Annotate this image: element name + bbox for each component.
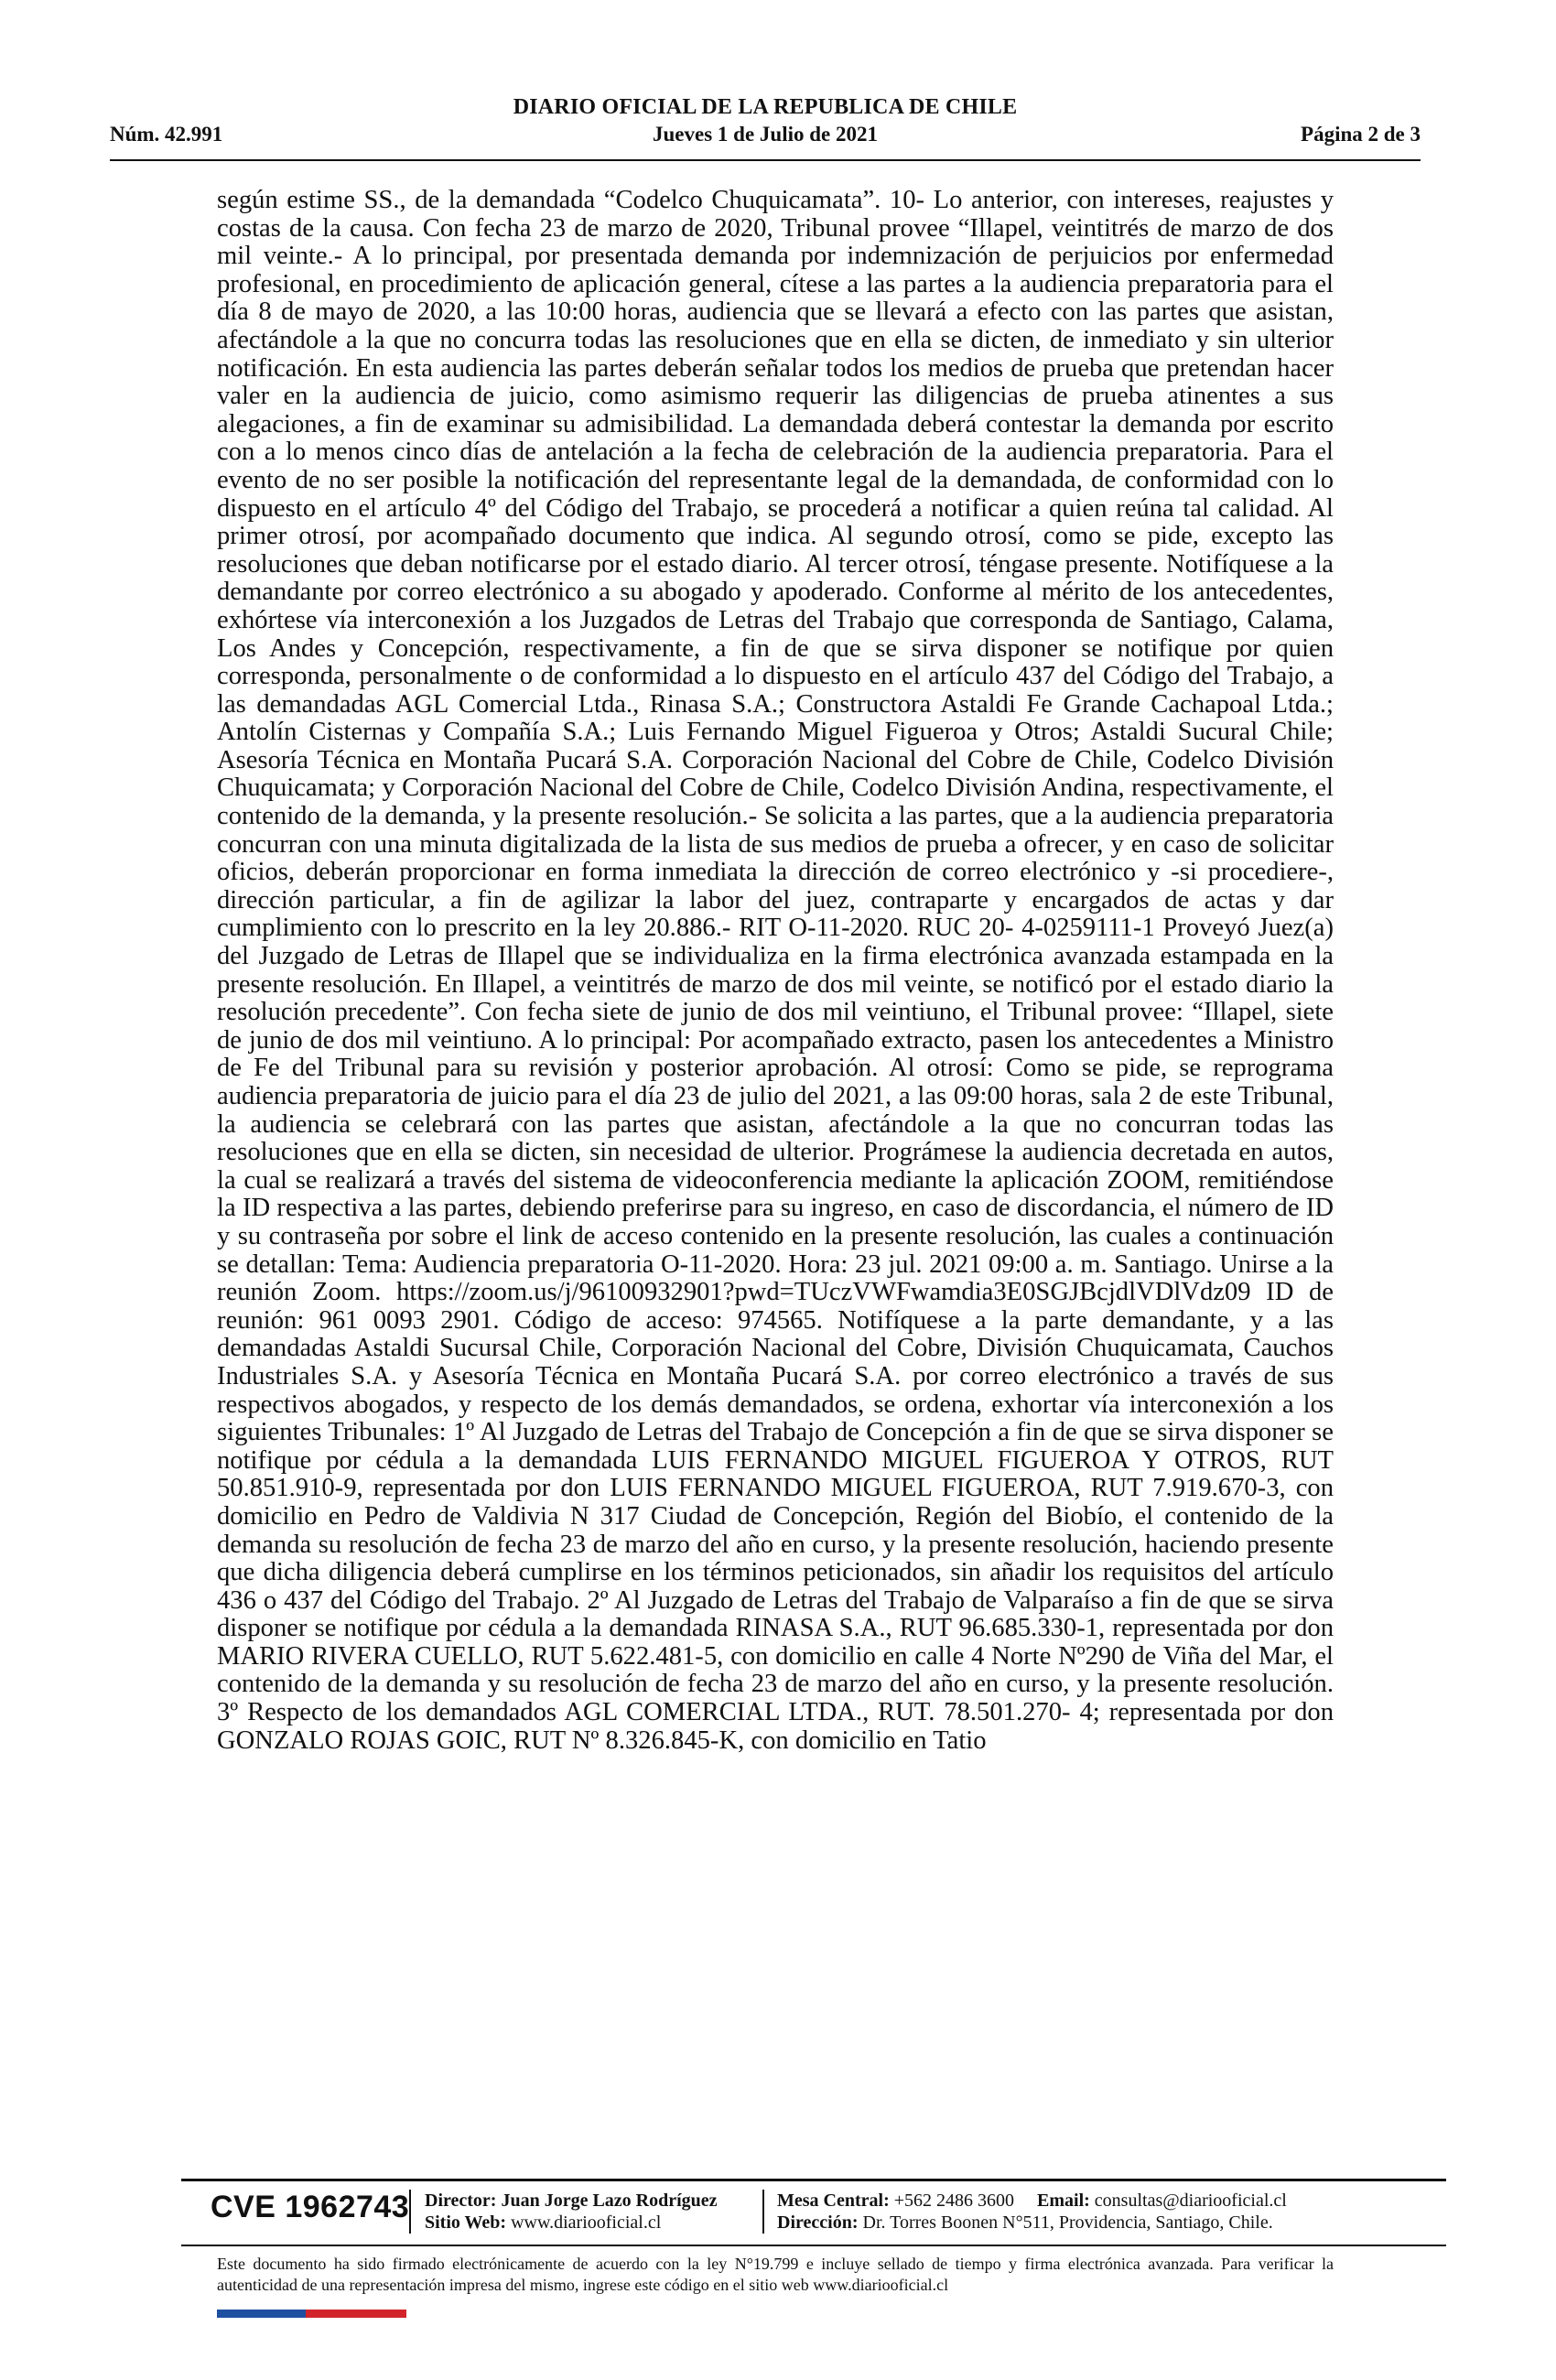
- footer-contact-block: [777, 2190, 1287, 2234]
- footer-separator: [762, 2190, 764, 2234]
- address-value: Dr. Torres Boonen N°511, Providencia, Santiago, Chile.: [862, 2212, 1273, 2233]
- issue-date: Jueves 1 de Julio de 2021: [653, 123, 878, 146]
- signature-disclaimer: Este documento ha sido firmado electrónicamente de acuerdo con la ley N°19.799 e incluye sellado de tiempo y firma electrónica avanzada. Para verificar la autenticidad de una representación impresa del mismo, ingrese este código en el sitio web www.diariooficial.cl: [217, 2255, 1334, 2294]
- publication-title: DIARIO OFICIAL DE LA REPUBLICA DE CHILE: [513, 95, 1018, 119]
- footer-mid-divider: [181, 2245, 1446, 2246]
- page-number: Página 2 de 3: [1301, 123, 1421, 146]
- address-label: Dirección:: [777, 2212, 859, 2233]
- cve-code: CVE 1962743: [211, 2190, 410, 2224]
- footer-director-block: [425, 2190, 718, 2234]
- flag-stripe-blue: [217, 2310, 306, 2318]
- phone-value: +562 2486 3600: [893, 2191, 1015, 2211]
- flag-stripe-red: [306, 2310, 406, 2318]
- phone-label: Mesa Central:: [777, 2191, 890, 2211]
- site-link[interactable]: www.diariooficial.cl: [511, 2212, 662, 2233]
- footer-top-divider: [181, 2179, 1446, 2181]
- issue-number: Núm. 42.991: [110, 123, 223, 146]
- director-label: Director:: [425, 2191, 497, 2211]
- email-link[interactable]: consultas@diariooficial.cl: [1094, 2191, 1287, 2211]
- site-label: Sitio Web:: [425, 2212, 507, 2233]
- email-label: Email:: [1037, 2191, 1090, 2211]
- header-divider: [110, 159, 1421, 161]
- document-body: según estime SS., de la demandada “Codelco Chuquicamata”. 10- Lo anterior, con intereses, reajustes y costas de la causa. Con fecha 23 de marzo de 2020, Tribunal provee “Illapel, veintitrés de marzo de dos mil veinte.- A lo principal, por presentada demanda por indemnización de perjuicios por enfermedad profesional, en procedimiento de aplicación general, cítese a las partes a la audiencia preparatoria para el día 8 de mayo de 2020, a las 10:00 horas, audiencia que se llevará a efecto con las partes que asistan, afectándole a la que no concurra todas las resoluciones que en ella se dicten, de inmediato y sin ulterior notificación. En esta audiencia las partes deberán señalar todos los medios de prueba que pretendan hacer valer en la audiencia de juicio, como asimismo requerir las diligencias de prueba atinentes a sus alegaciones, a fin de examinar su admisibilidad. La demandada deberá contestar la demanda por escrito con a lo menos cinco días de antelación a la fecha de celebración de la audiencia preparatoria. Para el evento de no ser posible la notificación del representante legal de la demandada, de conformidad con lo dispuesto en el artículo 4º del Código del Trabajo, se procederá a notificar a quien reúna tal calidad. Al primer otrosí, por acompañado documento que indica. Al segundo otrosí, como se pide, excepto las resoluciones que deban notificarse por el estado diario. Al tercer otrosí, téngase presente. Notifíquese a la demandante por correo electrónico a su abogado y apoderado. Conforme al mérito de los antecedentes, exhórtese vía interconexión a los Juzgados de Letras del Trabajo que corresponda de Santiago, Calama, Los Andes y Concepción, respectivamente, a fin de que se sirva disponer se notifique por quien corresponda, personalmente o de conformidad a lo dispuesto en el artículo 437 del Código del Trabajo, a las demandadas AGL Comercial Ltda., Rinasa S.A.; Constructora Astaldi Fe Grande Cachapoal Ltda.; Antolín Cisternas y Compañía S.A.; Luis Fernando Miguel Figueroa y Otros; Astaldi Sucural Chile; Asesoría Técnica en Montaña Pucará S.A. Corporación Nacional del Cobre de Chile, Codelco División Chuquicamata; y Corporación Nacional del Cobre de Chile, Codelco División Andina, respectivamente, el contenido de la demanda, y la presente resolución.- Se solicita a las partes, que a la audiencia preparatoria concurran con una minuta digitalizada de la lista de sus medios de prueba a ofrecer, y en caso de solicitar oficios, deberán proporcionar en forma inmediata la dirección de correo electrónico y -si procediere-, dirección particular, a fin de agilizar la labor del juez, contraparte y encargados de actas y dar cumplimiento con lo prescrito en la ley 20.886.- RIT O-11-2020. RUC 20- 4-0259111-1 Proveyó Juez(a) del Juzgado de Letras de Illapel que se individualiza en la firma electrónica avanzada estampada en la presente resolución. En Illapel, a veintitrés de marzo de dos mil veinte, se notificó por el estado diario la resolución precedente”. Con fecha siete de junio de dos mil veintiuno, el Tribunal provee: “Illapel, siete de junio de dos mil veintiuno. A lo principal: Por acompañado extracto, pasen los antecedentes a Ministro de Fe del Tribunal para su revisión y posterior aprobación. Al otrosí: Como se pide, se reprograma audiencia preparatoria de juicio para el día 23 de julio del 2021, a las 09:00 horas, sala 2 de este Tribunal, la audiencia se celebrará con las partes que asistan, afectándole a la que no concurran todas las resoluciones que en ella se dicten, sin necesidad de ulterior. Prográmese la audiencia decretada en autos, la cual se realizará a través del sistema de videoconferencia mediante la aplicación ZOOM, remitiéndose la ID respectiva a las partes, debiendo preferirse para su ingreso, en caso de discordancia, el número de ID y su contraseña por sobre el link de acceso contenido en la presente resolución, las cuales a continuación se detallan: Tema: Audiencia preparatoria O-11-2020. Hora: 23 jul. 2021 09:00 a. m. Santiago. Unirse a la reunión Zoom. https://zoom.us/j/96100932901?pwd=TUczVWFwamdia3E0SGJBcjdlVDlVdz09 ID de reunión: 961 0093 2901. Código de acceso: 974565. Notifíquese a la parte demandante, y a las demandadas Astaldi Sucursal Chile, Corporación Nacional del Cobre, División Chuquicamata, Cauchos Industriales S.A. y Asesoría Técnica en Montaña Pucará S.A. por correo electrónico a través de sus respectivos abogados, y respecto de los demás demandados, se ordena, exhortar vía interconexión a los siguientes Tribunales: 1º Al Juzgado de Letras del Trabajo de Concepción a fin de que se sirva disponer se notifique por cédula a la demandada LUIS FERNANDO MIGUEL FIGUEROA Y OTROS, RUT 50.851.910-9, representada por don LUIS FERNANDO MIGUEL FIGUEROA, RUT 7.919.670-3, con domicilio en Pedro de Valdivia N 317 Ciudad de Concepción, Región del Biobío, el contenido de la demanda su resolución de fecha 23 de marzo del año en curso, y la presente resolución, haciendo presente que dicha diligencia deberá cumplirse en los términos peticionados, sin añadir los requisitos del artículo 436 o 437 del Código del Trabajo. 2º Al Juzgado de Letras del Trabajo de Valparaíso a fin de que se sirva disponer se notifique por cédula a la demandada RINASA S.A., RUT 96.685.330-1, representada por don MARIO RIVERA CUELLO, RUT 5.622.481-5, con domicilio en calle 4 Norte Nº290 de Viña del Mar, el contenido de la demanda y su resolución de fecha 23 de marzo del año en curso, y la presente resolución. 3º Respecto de los demandados AGL COMERCIAL LTDA., RUT. 78.501.270- 4; representada por don GONZALO ROJAS GOIC, RUT Nº 8.326.845-K, con domicilio en Tatio: [217, 186, 1334, 1755]
- page-header: [110, 92, 1421, 157]
- footer-separator: [409, 2190, 411, 2234]
- director-name: Juan Jorge Lazo Rodríguez: [501, 2191, 718, 2211]
